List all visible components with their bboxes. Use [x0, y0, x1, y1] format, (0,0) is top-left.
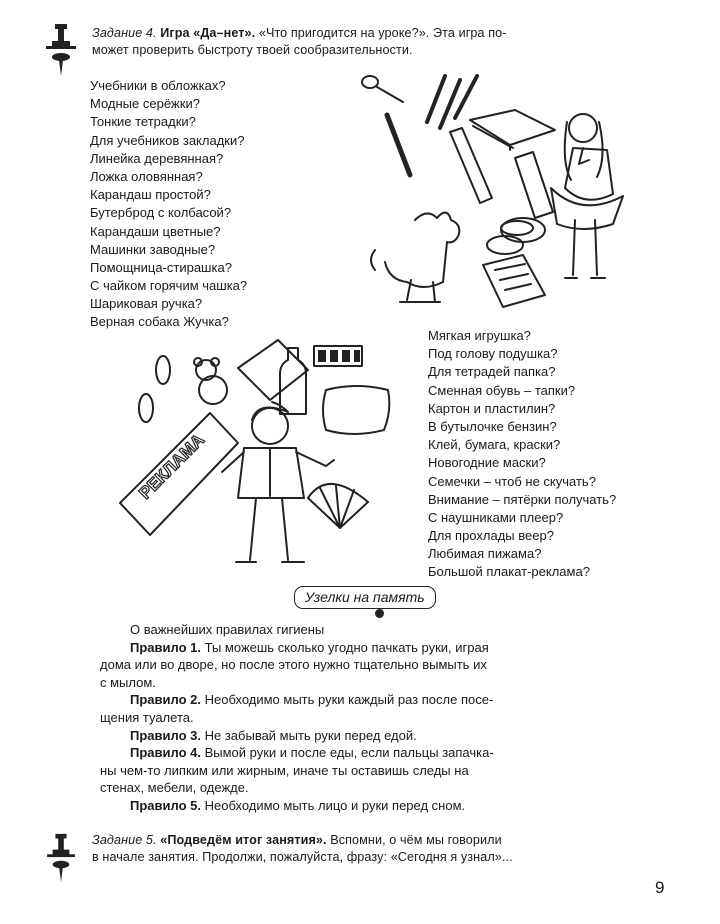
rule-text: щения туалета.: [100, 709, 194, 725]
rule-4: [100, 744, 620, 762]
question-item: Тонкие тетрадки?: [90, 114, 196, 130]
question-item: Машинки заводные?: [90, 241, 216, 257]
pushpin-icon: [44, 832, 78, 884]
question-item: Для учебников закладки?: [90, 132, 245, 148]
rule-3: [100, 727, 620, 745]
rule-label: Правило 2.: [130, 692, 201, 708]
task-4-title: Игра «Да–нет».: [160, 26, 256, 40]
question-item: Для прохлады веер?: [428, 528, 554, 544]
rule-label: Правило 5.: [130, 797, 201, 813]
boy-poster-illustration: [118, 328, 418, 583]
question-item: Картон и пластилин?: [428, 400, 556, 416]
rule-text: ны чем-то липким или жирным, иначе ты оставишь следы на: [100, 762, 469, 778]
question-item: С чайком горячим чашка?: [90, 278, 248, 294]
task-5-text: Вспомни, о чём мы говорили: [330, 833, 502, 847]
page-number: 9: [655, 878, 665, 897]
rule-text: Вымой руки и после еды, если пальцы запачка-: [204, 745, 494, 761]
rule-text: Необходимо мыть руки каждый раз после посе-: [204, 692, 494, 708]
rule-1: [100, 639, 620, 657]
poster-text: РЕКЛАМА: [135, 430, 209, 503]
question-item: Линейка деревянная?: [90, 150, 224, 166]
question-item: Шариковая ручка?: [90, 296, 203, 312]
question-item: Клей, бумага, краски?: [428, 437, 561, 453]
pushpin-icon: [44, 22, 78, 78]
question-item: Для тетрадей папка?: [428, 364, 556, 380]
question-item: Верная собака Жучка?: [90, 314, 229, 330]
task-4-label: Задание 4.: [92, 26, 157, 40]
left-question-list: [90, 77, 247, 332]
rule-label: Правило 3.: [130, 727, 201, 743]
question-item: Учебники в обложках?: [90, 78, 226, 93]
rule-2: [100, 691, 620, 709]
question-item: Внимание – пятёрки получать?: [428, 491, 617, 507]
question-item: Новогодние маски?: [428, 455, 546, 471]
rule-text: Ты можешь сколько угодно пачкать руки, играя: [204, 639, 489, 655]
task-5-heading: [92, 832, 692, 866]
question-item: Большой плакат-реклама?: [428, 564, 590, 580]
question-item: Ложка оловянная?: [90, 168, 203, 184]
rule-label: Правило 1.: [130, 639, 201, 655]
question-item: Бутерброд с колбасой?: [90, 205, 232, 221]
knot-icon: [375, 609, 384, 618]
hygiene-rules-section: [100, 621, 620, 815]
task-4-text-line2: может проверить быстроту твоей сообразительности.: [92, 43, 413, 57]
question-item: С наушниками плеер?: [428, 509, 564, 525]
rule-text: Необходимо мыть лицо и руки перед сном.: [204, 797, 466, 813]
rule-text: с мылом.: [100, 674, 156, 690]
task-4-heading: [92, 25, 692, 59]
task-5-label: Задание 5.: [92, 833, 157, 847]
rule-label: Правило 4.: [130, 745, 201, 761]
rule-5: [100, 797, 620, 815]
question-item: Мягкая игрушка?: [428, 328, 531, 343]
hygiene-intro: О важнейших правилах гигиены: [130, 622, 325, 637]
question-item: Модные серёжки?: [90, 96, 200, 112]
memory-notes-banner: [294, 586, 436, 609]
school-items-illustration: [355, 70, 645, 325]
question-item: Карандаши цветные?: [90, 223, 221, 239]
question-item: Сменная обувь – тапки?: [428, 382, 576, 398]
task-5-title: «Подведём итог занятия».: [160, 833, 327, 847]
question-item: Любимая пижама?: [428, 546, 542, 562]
rule-text: Не забывай мыть руки перед едой.: [204, 727, 417, 743]
rule-text: стенах, мебели, одежде.: [100, 780, 249, 796]
question-item: В бутылочке бензин?: [428, 418, 557, 434]
rule-text: дома или во дворе, но после этого нужно тщательно вымыть их: [100, 657, 487, 673]
question-item: Помощница-стирашка?: [90, 259, 232, 275]
task-4-text: «Что пригодится на уроке?». Эта игра по-: [258, 26, 507, 40]
question-item: Семечки – чтоб не скучать?: [428, 473, 596, 489]
question-item: Карандаш простой?: [90, 187, 211, 203]
task-5-text-line2: в начале занятия. Продолжи, пожалуйста, фразу: «Сегодня я узнал»...: [92, 850, 513, 864]
question-item: Под голову подушка?: [428, 346, 558, 362]
right-question-list: [428, 327, 616, 582]
banner-text: Узелки на память: [305, 589, 425, 605]
